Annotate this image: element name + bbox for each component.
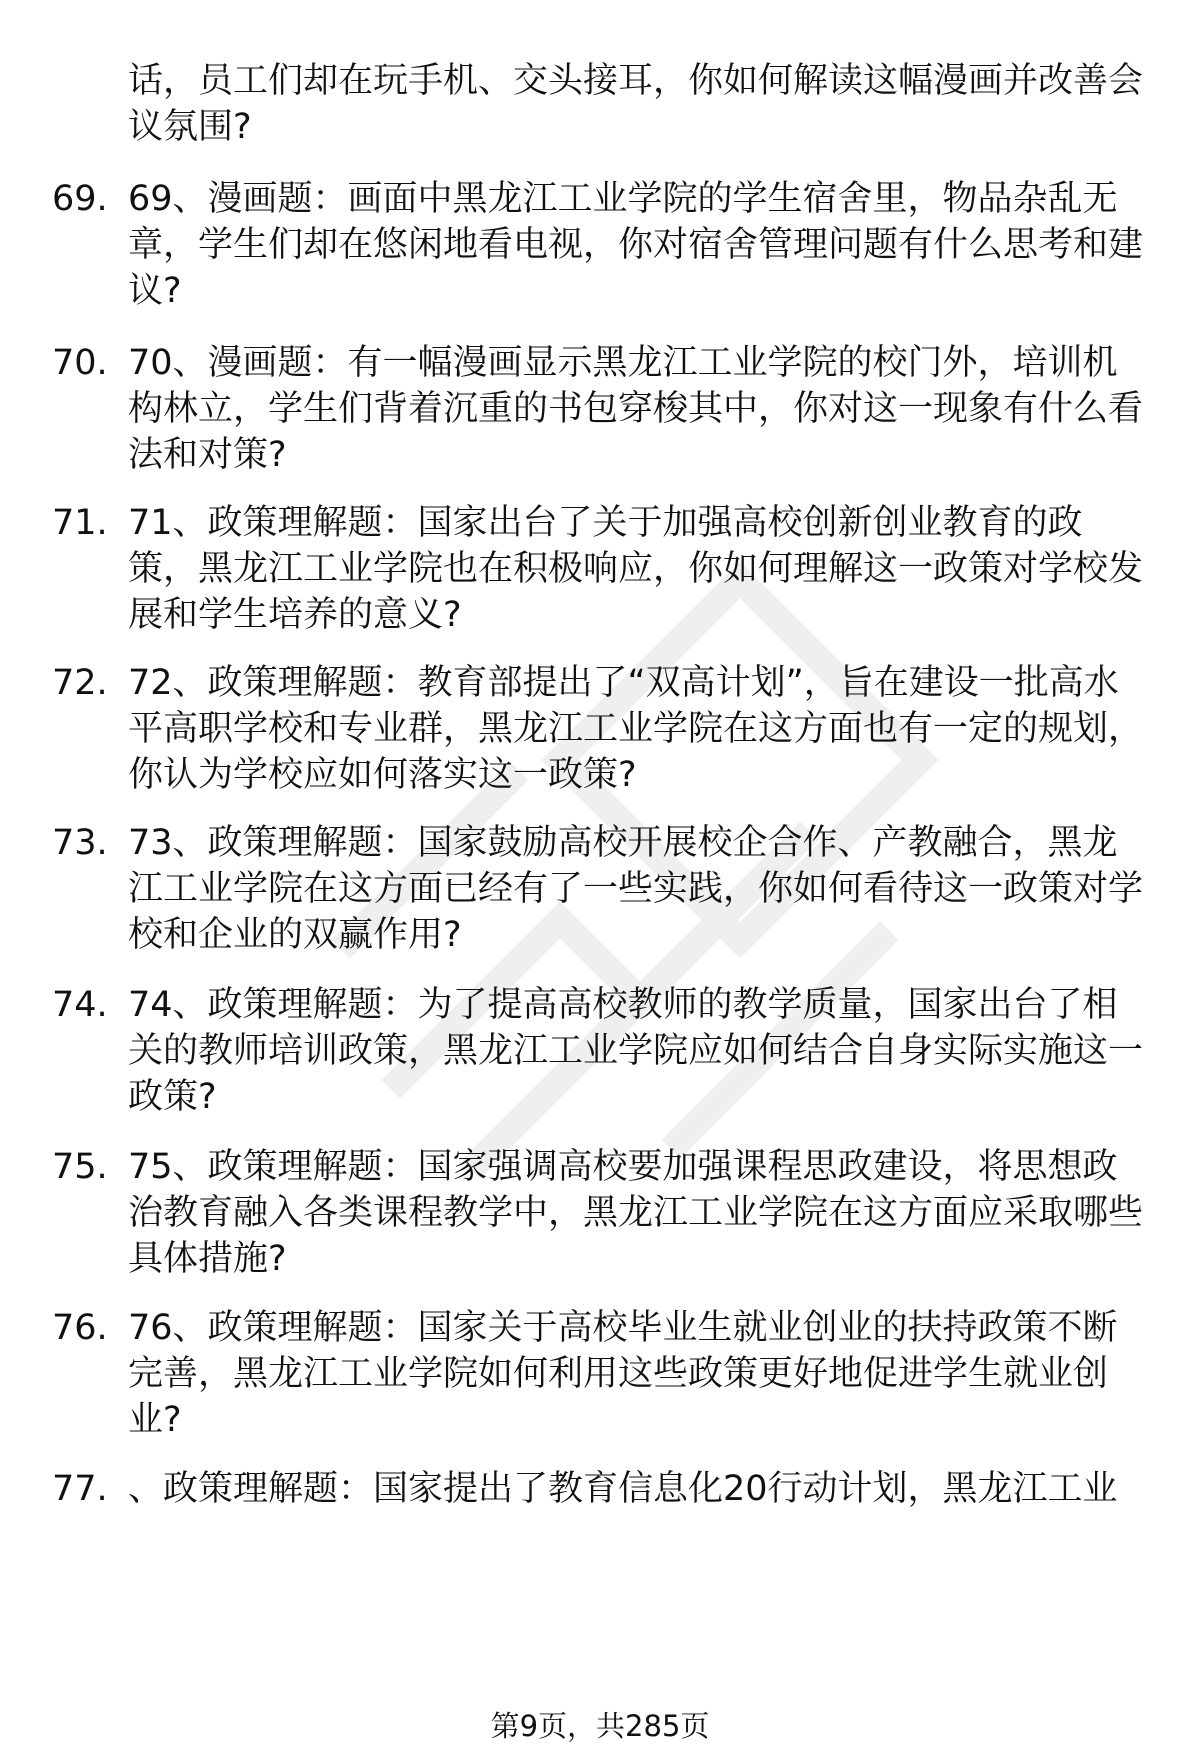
item-text: 72、政策理解题：教育部提出了“双高计划”，旨在建设一批高水平高职学校和专业群，黑龙江工业学院在这方面也有一定的规划，你认为学校应如何落实这一政策? bbox=[128, 663, 1144, 795]
item-number: 70. bbox=[52, 343, 108, 383]
item-number: 73. bbox=[52, 823, 108, 863]
item-text: 、政策理解题：国家提出了教育信息化20行动计划，黑龙江工业 bbox=[128, 1469, 1118, 1509]
item-text: 70、漫画题：有一幅漫画显示黑龙江工业学院的校门外，培训机构林立，学生们背着沉重的书包穿梭其中，你对这一现象有什么看法和对策? bbox=[128, 343, 1144, 475]
item-text: 75、政策理解题：国家强调高校要加强课程思政建设，将思想政治教育融入各类课程教学中，黑龙江工业学院在这方面应采取哪些具体措施? bbox=[128, 1147, 1144, 1279]
item-text: 74、政策理解题：为了提高高校教师的教学质量，国家出台了相关的教师培训政策，黑龙江工业学院应如何结合自身实际实施这一政策? bbox=[128, 985, 1144, 1117]
item-text: 76、政策理解题：国家关于高校毕业生就业创业的扶持政策不断完善，黑龙江工业学院如何利用这些政策更好地促进学生就业创业? bbox=[128, 1308, 1118, 1440]
item-text: 69、漫画题：画面中黑龙江工业学院的学生宿舍里，物品杂乱无章，学生们却在悠闲地看电视，你对宿舍管理问题有什么思考和建议? bbox=[128, 179, 1144, 311]
item-number: 74. bbox=[52, 985, 108, 1025]
item-number: 69. bbox=[52, 179, 108, 219]
item-number: 76. bbox=[52, 1308, 108, 1348]
item-text: 73、政策理解题：国家鼓励高校开展校企合作、产教融合，黑龙江工业学院在这方面已经有了一些实践，你如何看待这一政策对学校和企业的双赢作用? bbox=[128, 823, 1144, 955]
item-number: 77. bbox=[52, 1469, 108, 1509]
item-text: 71、政策理解题：国家出台了关于加强高校创新创业教育的政策，黑龙江工业学院也在积极响应，你如何理解这一政策对学校发展和学生培养的意义? bbox=[128, 503, 1144, 635]
page-footer: 第9页，共285页 bbox=[490, 1709, 710, 1743]
item-number: 71. bbox=[52, 503, 108, 543]
item-number: 72. bbox=[52, 663, 108, 703]
continued-question-text: 话，员工们却在玩手机、交头接耳，你如何解读这幅漫画并改善会议氛围? bbox=[128, 61, 1144, 147]
item-number: 75. bbox=[52, 1147, 108, 1187]
